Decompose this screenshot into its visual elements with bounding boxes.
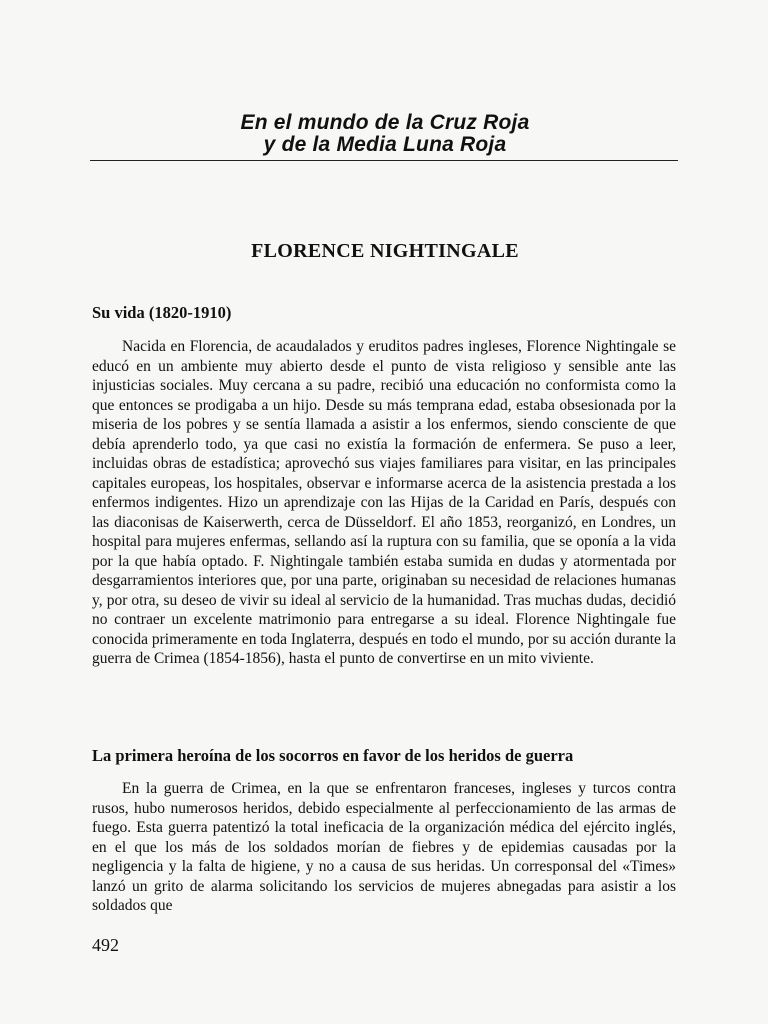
paragraph-life: Nacida en Florencia, de acaudalados y eruditos padres ingleses, Florence Nightingale se educó en un ambiente muy abierto desde el punto de vista religioso y sensible ante las injusticias sociales. Muy cercana a su padre, recibió una educación no conformista como la que entonces se prodigaba a un hijo. Desde su más temprana edad, estaba obsesionada por la miseria de los pobres y se sentía llamada a asistir a los enfermos, siendo consciente de que debía aprenderlo todo, ya que casi no existía la formación de enfermera. Se puso a leer, incluidas obras de estadística; aprovechó sus viajes familiares para visitar, en las principales capitales europeas, los hospitales, observar e informarse acerca de la asistencia prestada a los enfermos indigentes. Hizo un aprendizaje con las Hijas de la Caridad en París, después con las diaconisas de Kaiserwerth, cerca de Düsseldorf. El año 1853, reorganizó, en Londres, un hospital para mujeres enfermas, sellando así la ruptura con su familia, que se oponía a la vida por la que había optado. F. Nightingale también estaba sumida en dudas y atormentada por desgarramientos interiores que, por una parte, originaban su necesidad de relaciones humanas y, por otra, su deseo de vivir su ideal al servicio de la humanidad. Tras muchas dudas, decidió no contraer un excelente matrimonio para entregarse a su ideal. Florence Nightingale fue conocida primeramente en toda Inglaterra, después en todo el mundo, por su acción durante la guerra de Crimea (1854-1856), hasta el punto de convertirse en un mito viviente. bbox=[92, 338, 676, 667]
article-title: FLORENCE NIGHTINGALE bbox=[251, 240, 519, 262]
section-heading-life: Su vida (1820-1910) bbox=[92, 303, 232, 322]
series-header bbox=[90, 112, 680, 156]
paragraph-crimean-war: En la guerra de Crimea, en la que se enfrentaron franceses, ingleses y turcos contra rusos, hubo numerosos heridos, debido especialmente al perfeccionamiento de las armas de fuego. Esta guerra patentizó la total ineficacia de la organización médica del ejército inglés, en el que los más de los soldados morían de fiebres y de epidemias causadas por la negligencia y la falta de higiene, y no a causa de sus heridas. Un corresponsal del «Times» lanzó un grito de alarma solicitando los servicios de mujeres abnegadas para asistir a los soldados que bbox=[92, 780, 676, 914]
series-header-line-2: y de la Media Luna Roja bbox=[263, 133, 507, 156]
header-rule bbox=[90, 160, 678, 161]
page-number: 492 bbox=[92, 935, 119, 955]
series-header-line-1: En el mundo de la Cruz Roja bbox=[240, 111, 530, 134]
section-heading-heroine: La primera heroína de los socorros en favor de los heridos de guerra bbox=[92, 746, 574, 765]
